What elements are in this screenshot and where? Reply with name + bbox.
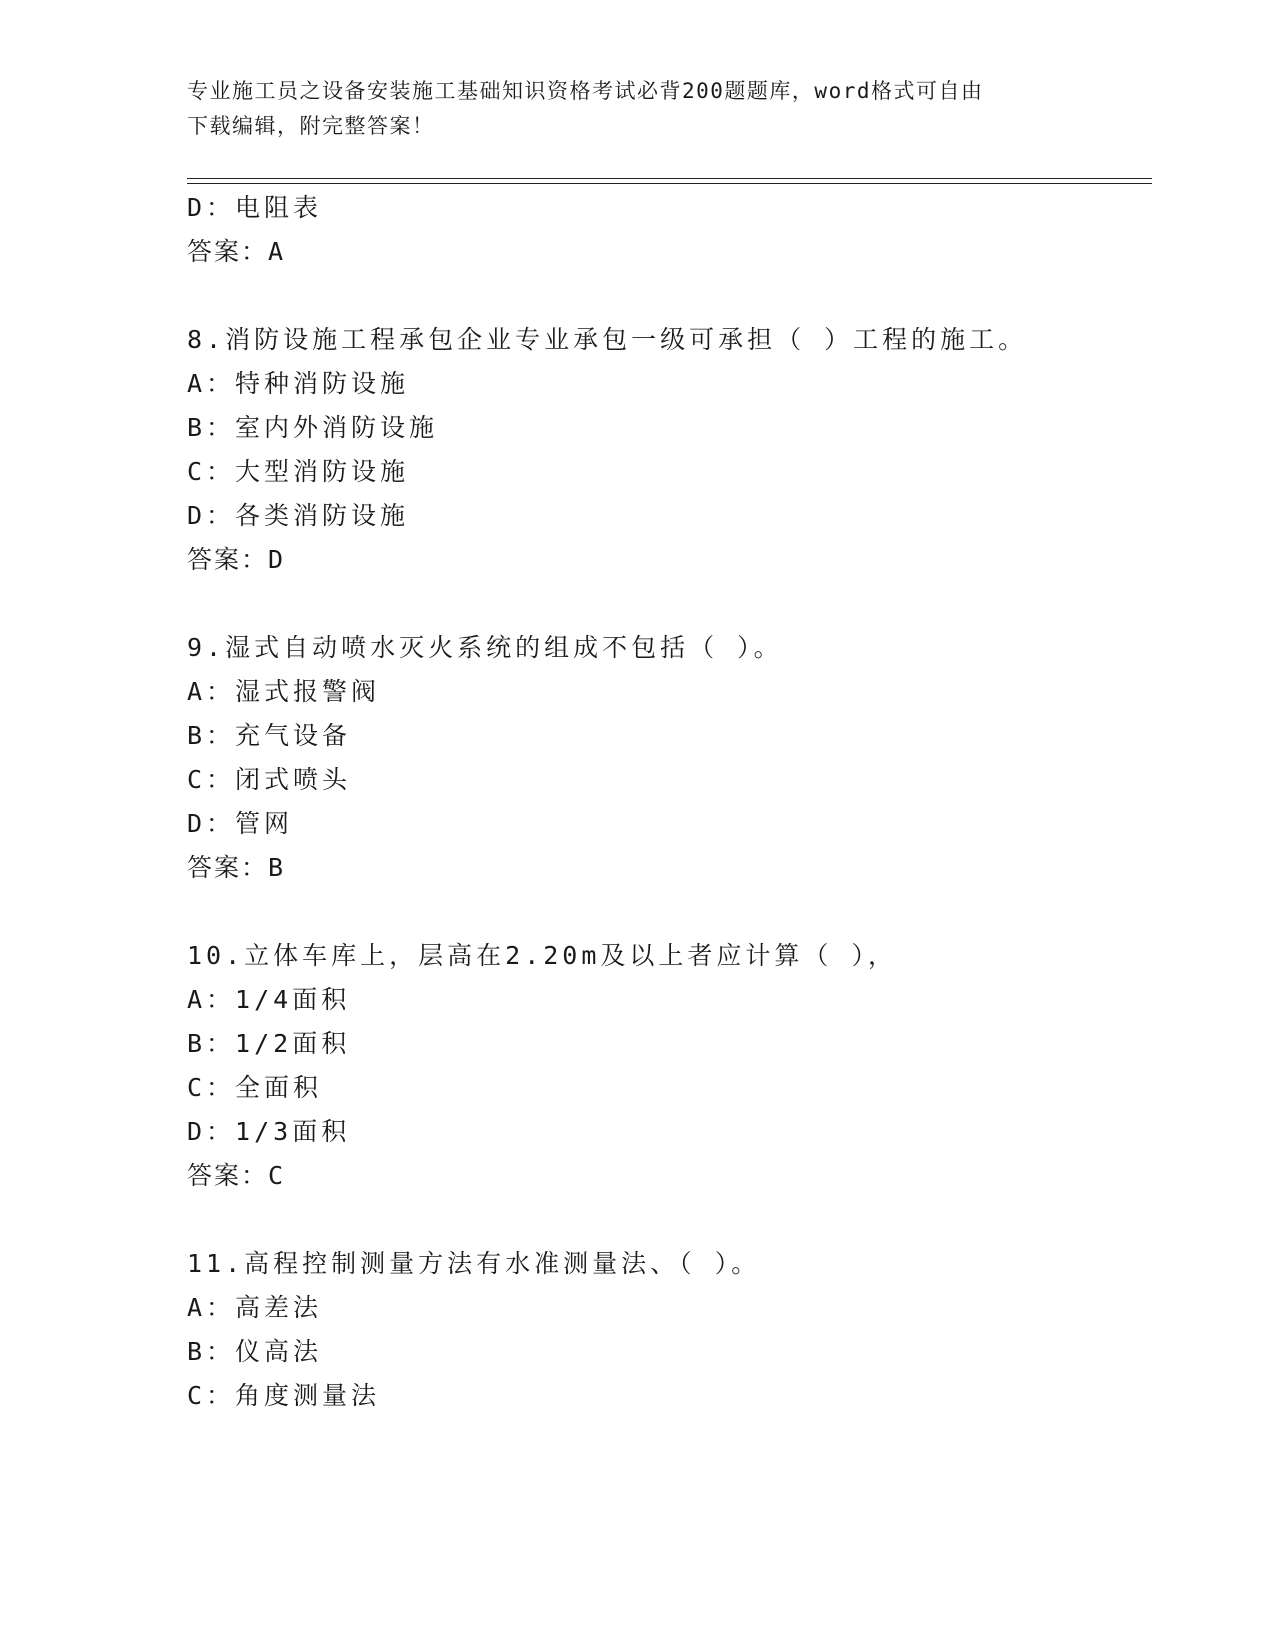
answer-label: 答案： (187, 545, 269, 574)
question-10-option-c: C：全面积 (187, 1073, 323, 1102)
question-11-option-c: C：角度测量法 (187, 1381, 381, 1410)
question-10-option-d: D：1/3面积 (187, 1117, 351, 1146)
question-10-option-b: B：1/2面积 (187, 1029, 351, 1058)
question-11-option-a: A：高差法 (187, 1293, 323, 1322)
prev-option-d: D：电阻表 (187, 193, 323, 222)
question-10-option-a: A：1/4面积 (187, 985, 351, 1014)
question-9-option-a: A：湿式报警阀 (187, 677, 381, 706)
header-rule-top (187, 178, 1152, 179)
answer-label: 答案： (187, 237, 269, 266)
header-line-1: 专业施工员之设备安装施工基础知识资格考试必背200题题库，word格式可自由 (187, 79, 984, 103)
answer-value: C (268, 1161, 286, 1190)
question-9-option-b: B：充气设备 (187, 721, 352, 750)
question-8-option-b: B：室内外消防设施 (187, 413, 439, 442)
document-header (187, 74, 1087, 144)
header-line-2: 下载编辑，附完整答案！ (187, 114, 435, 138)
question-10-answer (187, 1161, 285, 1191)
question-8-answer (187, 545, 285, 575)
answer-value: D (268, 545, 286, 574)
question-9-option-d: D：管网 (187, 809, 294, 838)
answer-label: 答案： (187, 853, 269, 882)
question-9-answer (187, 853, 285, 883)
answer-value: B (268, 853, 286, 882)
question-8-option-d: D：各类消防设施 (187, 501, 410, 530)
question-8-stem: 8.消防设施工程承包企业专业承包一级可承担（ ）工程的施工。 (187, 325, 1028, 354)
question-10-stem: 10.立体车库上，层高在2.20m及以上者应计算（ ）， (187, 941, 897, 970)
question-8-option-a: A：特种消防设施 (187, 369, 410, 398)
header-rule-bottom (187, 183, 1152, 184)
question-9-stem: 9.湿式自动喷水灭火系统的组成不包括（ ）。 (187, 633, 783, 662)
question-8-option-c: C：大型消防设施 (187, 457, 410, 486)
question-9-option-c: C：闭式喷头 (187, 765, 352, 794)
answer-label: 答案： (187, 1161, 269, 1190)
question-11-stem: 11.高程控制测量方法有水准测量法、（ ）。 (187, 1249, 761, 1278)
answer-value: A (268, 237, 286, 266)
question-11-option-b: B：仪高法 (187, 1337, 323, 1366)
prev-answer (187, 237, 285, 267)
